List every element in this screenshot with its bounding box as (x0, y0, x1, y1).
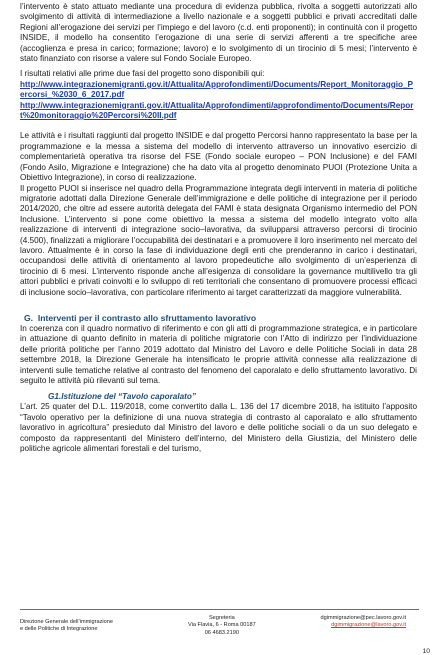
footer-address (188, 615, 256, 637)
footer-phone: 06 4683.2190 (204, 629, 239, 636)
subsection-heading: G1.Istituzione del “Tavolo caporalato” (48, 392, 197, 402)
body-paragraph: I risultati relativi alle prime due fasi del progetto sono disponibili qui: (20, 69, 265, 79)
body-paragraph: In coerenza con il quadro normativo di riferimento e con gli atti di programmazione strategica, e in particolare in attuazione di quanto definito in materia di politiche migratorie con l’Atto di indirizzo per l’individuazione delle priorità politiche per l’anno 2019 adottato dal Ministro del Lavoro e delle Politiche Sociali in data 28 settembre 2018, la Direzione Generale ha intensificato le proprie attività connesse alla realizzazione di interventi sulle tematiche relative al contrasto del fenomeno del caporalato e dello sfruttamento lavorativo. Di seguito le attività più rilevanti sul tema. (20, 323, 417, 385)
report-link[interactable]: http://www.integrazionemigranti.gov.it/Attualita/Approfondimenti/approfondimento/Documents/Report%20monitoraggio%20Percorsi%20II.pdf (20, 100, 414, 121)
footer-contacts (321, 615, 406, 630)
footer-office-line: e delle Politiche di Integrazione (20, 626, 98, 633)
footer-office (20, 619, 113, 634)
page-footer (0, 605, 436, 654)
section-heading: G. Interventi per il contrasto allo sfruttamento lavorativo (24, 312, 257, 323)
footer-address-line: Via Flavia, 6 - Roma 00187 (188, 622, 256, 629)
document-page (20, 2, 417, 454)
pec-email-link[interactable]: dgimmigrazione@pec.lavoro.gov.it (320, 615, 406, 621)
footer-office-line: Direzione Generale dell’immigrazione (20, 619, 113, 625)
body-paragraph: l’intervento è stato attuato mediante una procedura di evidenza pubblica, rivolta a soggetti autorizzati allo svolgimento di attività di intermediazione a livello nazionale e a soggetti pubblici e privati accreditati dalle Regioni all’erogazione dei servizi per l’impiego e del lavoro (c.d. enti proponenti); in continuità con il progetto INSIDE, il modello ha consentito l’erogazione di una serie di servizi afferenti a tre specifiche aree (accoglienza e presa in carico; formazione; lavoro) e lo svolgimento di un tirocinio di 5 mesi; l’intervento è stato finanziato con risorse a valere sul Fondo Sociale Europeo. (20, 2, 417, 64)
footer-address-line: Segreteria (208, 615, 235, 621)
body-paragraph: Il progetto PUOI si inserisce nel quadro della Programmazione integrata degli interventi in materia di politiche migratorie adottati dalla Direzione Generale dell’immigrazione e delle politiche di integrazione per il periodo 2014/2020, che oltre ad essere autorità delegata del FAMI è stata designata Organismo intermedio del PON Inclusione. L’intervento si pone come obiettivo la messa a sistema del modello integrato volto alla realizzazione di interventi di integrazione socio–lavorativa, da svilupparsi attraverso percorsi di tirocinio (4.500), finalizzati a migliorare l’occupabilità dei destinatari e a promuovere il loro inserimento nel mercato del lavoro. Attualmente è in corso la fase di individuazione degli enti che prenderanno in carico i destinatari, occupandosi delle attività di orientamento al lavoro propedeutiche allo svolgimento di un’esperienza di tirocinio di 6 mesi. L’intervento risponde anche all’esigenza di consolidare la governance multilivello tra gli attori pubblici e privati coinvolti e lo sviluppo di reti territoriali che consentano di promuovere processi efficaci di inclusione socio–lavorativa, con particolare riferimento ai target caratterizzati da maggiore vulnerabilità. (20, 183, 417, 297)
body-paragraph: L’art. 25 quater del D.L. 119/2018, come convertito dalla L. 136 del 17 dicembre 2018, ha istituito l’apposito “Tavolo operativo per la definizione di una nuova strategia di contrasto al caporalato e allo sfruttamento lavorativo in agricoltura” presieduto dal Ministro del lavoro e delle politiche sociali o da un suo delegato e composto da rappresentanti del Ministero dell’interno, del Ministero della Giustizia, del Ministero delle politiche agricole alimentari forestali e del turismo, (20, 402, 417, 454)
email-link[interactable]: dgimmigrazione@lavoro.gov.it (331, 622, 406, 629)
footer-divider (20, 609, 419, 610)
page-number: 10 (422, 648, 430, 655)
body-paragraph: Le attività e i risultati raggiunti dal progetto INSIDE e dal progetto Percorsi hanno rappresentato la base per la programmazione e la messa a sistema del modello di intervento attraverso un innovativo esercizio di complementarietà operativa tra risorse del FSE (Fondo sociale europeo – PON Inclusione) e del FAMI (Fondo Asilo, Migrazione e Integrazione) che ha dato vita al progetto denominato PUOI (Protezione Unita a Obiettivo Integrazione), in corso di realizzazione. (20, 131, 417, 183)
report-link[interactable]: http://www.integrazionemigranti.gov.it/Attualita/Approfondimenti/Documents/Report_Monitoraggio_Percorsi_%2030_6_2017.pdf (20, 79, 413, 100)
